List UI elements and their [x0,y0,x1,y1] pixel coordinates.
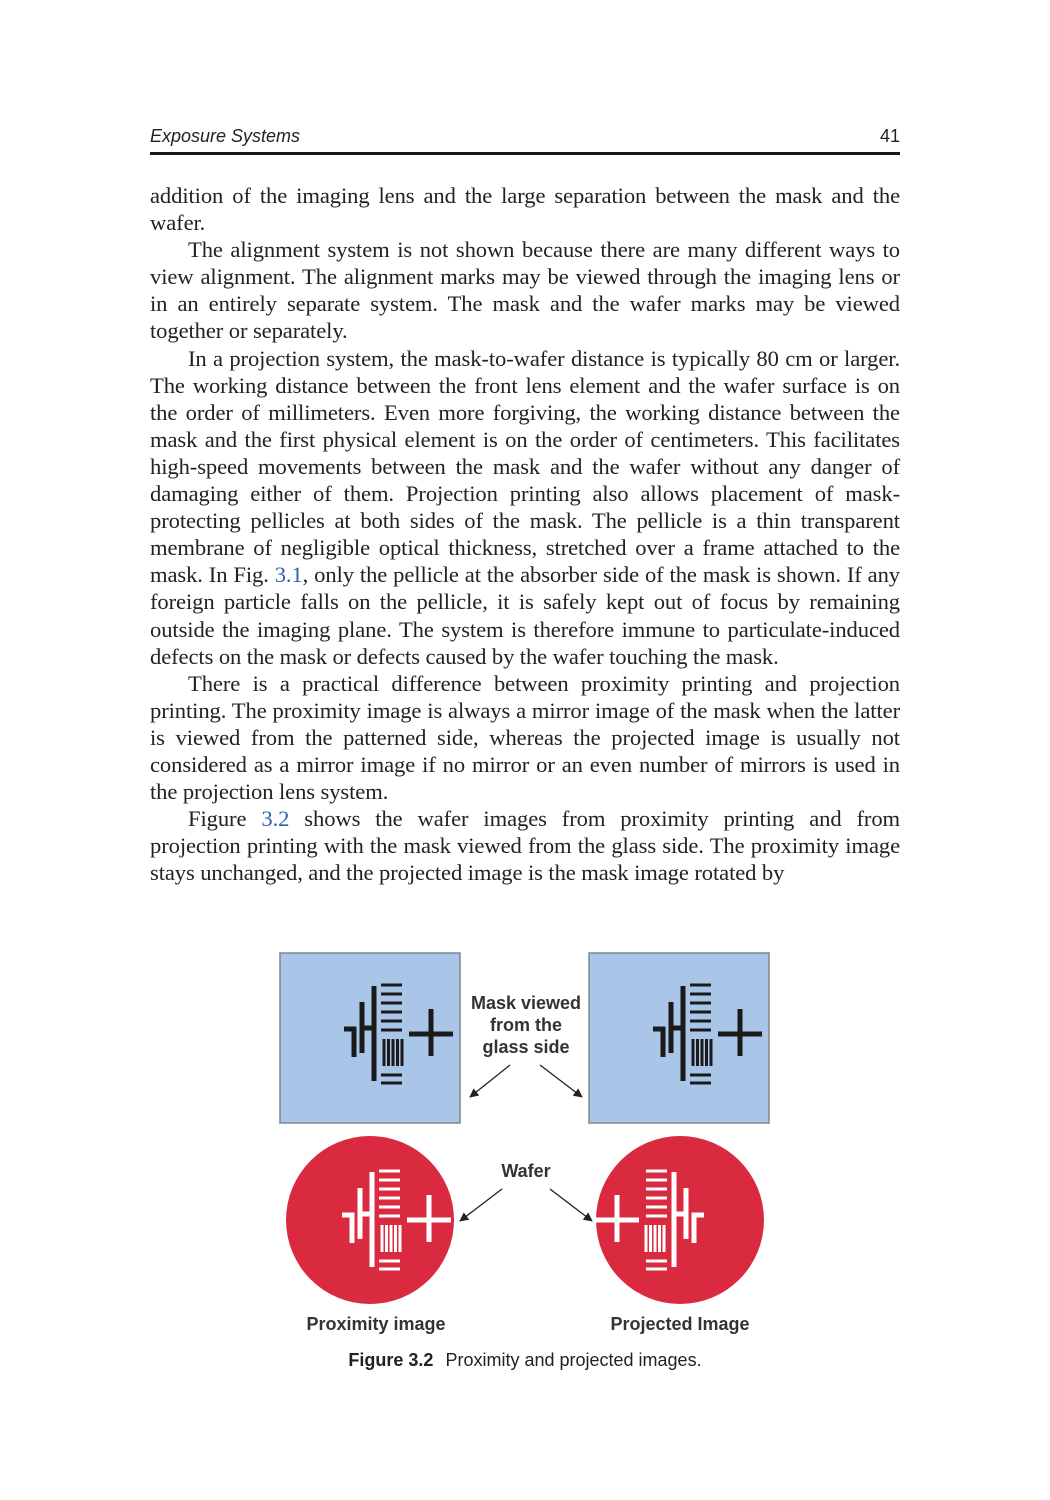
page-number: 41 [879,126,900,146]
figure-3-2-link[interactable]: 3.2 [261,806,290,832]
paragraph-4: There is a practical difference between proximity printing and projection printing. The proximity image is always a mirror image of the mask when the latter is viewed from the patterned side, whereas the projected image is usually not considered as a mirror image if no mirror or an even number of mirrors is used in the projection lens system. [150,670,900,805]
running-title: Exposure Systems [150,126,301,146]
caption-label: Figure 3.2 [348,1350,434,1370]
proximity-image-label: Proximity image [306,1314,446,1334]
paragraph-3-part-2: , only the pellicle at the absorber side of the mask is shown. If any foreign particle falls on the pellicle, it is safely kept out of focus by remaining outside the imaging plane. The system is therefore immune to particulate-induced defects on the mask or defects caused by the wafer touching the mask. [150,562,901,669]
mask-label-line-2: from the [490,1015,562,1035]
mask-label-line-3: glass side [482,1037,570,1057]
mask-label-line-1: Mask viewed [470,993,582,1013]
arrow-to-right-wafer [550,1189,592,1221]
figure-caption [0,1350,1050,1371]
body-text [150,182,900,886]
paragraph-5 [150,805,900,886]
paragraph-5-part-1: Figure [188,806,262,832]
paragraph-2: The alignment system is not shown because there are many different ways to view alignment. The alignment marks may be viewed through the imaging lens or in an entirely separate system. The mask and the wafer marks may be viewed together or separately. [150,237,900,344]
arrow-to-left-wafer [460,1189,502,1221]
projected-image-label: Projected Image [610,1314,750,1334]
arrow-to-left-mask [470,1065,510,1097]
paragraph-5-part-2: shows the wafer images from proximity printing and from projection printing with the mask viewed from the glass side. The proximity image stays unchanged, and the projected image is the mask image rotated by [150,806,901,886]
paragraph-3 [150,345,900,670]
paragraph-1: addition of the imaging lens and the large separation between the mask and the wafer. [150,183,900,236]
figure-diagram [270,945,780,1345]
wafer-label: Wafer [501,1161,551,1181]
paragraph-3-part-1: In a projection system, the mask-to-wafer distance is typically 80 cm or larger. The working distance between the front lens element and the wafer surface is on the order of millimeters. Even more forgiving, the working distance between the mask and the first physical element is on the order of centimeters. This facilitates high-speed movements between the mask and the wafer without any danger of damaging either of them. Projection printing also allows placement of mask-protecting pellicles at both sides of the mask. The pellicle is a thin transparent membrane of negligible optical thickness, stretched over a frame attached to the mask. In Fig. [150,345,900,588]
figure-3-1-link[interactable]: 3.1 [274,562,303,588]
running-header [150,126,900,155]
arrow-to-right-mask [540,1065,582,1097]
figure-3-2 [270,945,780,1345]
caption-text: Proximity and projected images. [445,1350,702,1370]
